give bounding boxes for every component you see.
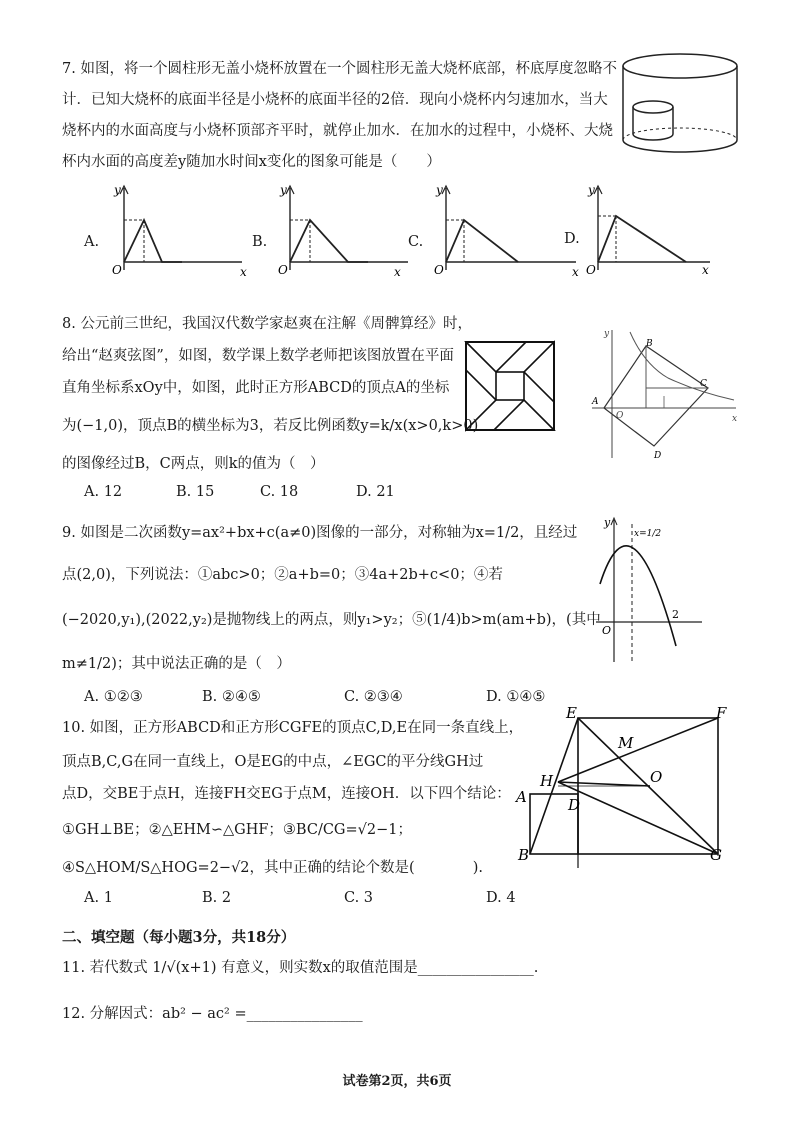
q11-text: 11. 若代数式 1/√(x+1) 有意义，则实数x的取值范围是________________. bbox=[62, 960, 539, 976]
q7-line-2: 计．已知大烧杯的底面半径是小烧杯的底面半径的2倍．现向小烧杯内匀速加水，当大 bbox=[62, 92, 608, 108]
q9-parabola-figure bbox=[594, 514, 706, 666]
q9-axis-equation: x=1/2 bbox=[634, 529, 662, 539]
q8-x-label: x bbox=[732, 414, 738, 424]
q10-option-a[interactable]: A. 1 bbox=[84, 890, 113, 906]
q9-root-label: 2 bbox=[672, 608, 679, 621]
q7-a-ylabel: y bbox=[114, 183, 121, 197]
q8-line-5: 的图像经过B，C两点，则k的值为（ ） bbox=[62, 456, 325, 472]
zhao-shuang-diagram bbox=[460, 336, 560, 436]
q7-d-xlabel: x bbox=[702, 263, 709, 277]
q10-option-c[interactable]: C. 3 bbox=[344, 890, 374, 906]
q9-line-4: m≠1/2)；其中说法正确的是（ ） bbox=[62, 656, 291, 672]
q10-squares-figure bbox=[510, 706, 738, 868]
q9-line-3: (−2020,y₁),(2022,y₂)是抛物线上的两点，则y₁>y₂；⑤(1/4)b>m(am+b)，(其中 bbox=[62, 612, 601, 628]
q7-graph-d bbox=[584, 182, 734, 282]
q9-option-a[interactable]: A. ①②③ bbox=[84, 689, 143, 705]
q8-y-label: y bbox=[604, 329, 610, 339]
q8-option-b[interactable]: B. 15 bbox=[176, 484, 215, 500]
q7-line-3: 烧杯内的水面高度与小烧杯顶部齐平时，就停止加水．在加水的过程中，小烧杯、大烧 bbox=[62, 123, 613, 139]
q8-line-4: 为(−1,0)，顶点B的横坐标为3，若反比例函数y=k/x(x>0,k>0) bbox=[62, 418, 479, 434]
q8-line-1: 8. 公元前三世纪，我国汉代数学家赵爽在注解《周髀算经》时， bbox=[62, 316, 472, 332]
q8-point-d: D bbox=[654, 451, 662, 461]
q9-line-1: 9. 如图是二次函数y=ax²+bx+c(a≠0)图像的一部分，对称轴为x=1/2，且经过 bbox=[62, 525, 578, 541]
q10-line-3: 点D，交BE于点H，连接FH交EG于点M，连接OH．以下四个结论： bbox=[62, 786, 511, 802]
q10-point-g: G bbox=[710, 846, 722, 864]
q8-point-a: A bbox=[592, 397, 599, 407]
q9-y-label: y bbox=[604, 516, 611, 529]
beaker-figure bbox=[615, 50, 745, 162]
q7-graph-c bbox=[426, 182, 586, 282]
q10-point-m: M bbox=[618, 734, 634, 752]
q9-option-d[interactable]: D. ①④⑤ bbox=[486, 689, 546, 705]
q8-coordinate-figure bbox=[588, 326, 740, 462]
q10-point-h: H bbox=[540, 772, 554, 790]
q7-option-a-label: A. bbox=[84, 234, 100, 250]
page-footer: 试卷第2页，共6页 bbox=[342, 1074, 452, 1089]
q10-line-1: 10. 如图，正方形ABCD和正方形CGFE的顶点C,D,E在同一条直线上， bbox=[62, 720, 524, 736]
q10-point-f: F bbox=[716, 706, 727, 722]
q8-line-3: 直角坐标系xOy中，如图，此时正方形ABCD的顶点A的坐标 bbox=[62, 380, 450, 396]
q8-point-c: C bbox=[700, 379, 707, 389]
q8-point-b: B bbox=[646, 339, 653, 349]
q10-point-e: E bbox=[566, 706, 577, 722]
q7-c-origin: O bbox=[434, 263, 444, 277]
q7-c-ylabel: y bbox=[436, 183, 443, 197]
q8-option-a[interactable]: A. 12 bbox=[84, 484, 123, 500]
q7-line-1: 7. 如图，将一个圆柱形无盖小烧杯放置在一个圆柱形无盖大烧杯底部，杯底厚度忽略不 bbox=[62, 61, 617, 77]
q10-point-a: A bbox=[516, 788, 527, 806]
q7-graph-a bbox=[104, 182, 254, 282]
q7-graph-b bbox=[272, 182, 422, 282]
q9-origin: O bbox=[602, 624, 612, 637]
q8-line-2: 给出“赵爽弦图”，如图，数学课上数学老师把该图放置在平面 bbox=[62, 348, 454, 364]
q9-line-2: 点(2,0)，下列说法：①abc>0；②a+b=0；③4a+2b+c<0；④若 bbox=[62, 567, 503, 583]
q8-option-c[interactable]: C. 18 bbox=[260, 484, 299, 500]
q7-b-origin: O bbox=[278, 263, 288, 277]
section-2-title: 二、填空题（每小题3分，共18分） bbox=[62, 929, 296, 946]
q10-line-5: ④S△HOM/S△HOG=2−√2，其中正确的结论个数是( ). bbox=[62, 860, 483, 876]
q7-c-xlabel: x bbox=[572, 265, 579, 279]
q8-origin-label: O bbox=[616, 411, 624, 421]
q7-option-b-label: B. bbox=[252, 234, 268, 250]
q10-option-d[interactable]: D. 4 bbox=[486, 890, 516, 906]
q8-option-d[interactable]: D. 21 bbox=[356, 484, 395, 500]
q12-text: 12. 分解因式：ab² − ac² =________________ bbox=[62, 1006, 363, 1022]
q7-d-origin: O bbox=[586, 263, 596, 277]
q7-d-ylabel: y bbox=[588, 183, 595, 197]
q7-b-xlabel: x bbox=[394, 265, 401, 279]
q7-a-xlabel: x bbox=[240, 265, 247, 279]
q10-point-b: B bbox=[518, 846, 530, 864]
q9-option-b[interactable]: B. ②④⑤ bbox=[202, 689, 261, 705]
q7-line-4: 杯内水面的高度差y随加水时间x变化的图象可能是（ ） bbox=[62, 154, 441, 170]
q10-line-2: 顶点B,C,G在同一直线上，O是EG的中点，∠EGC的平分线GH过 bbox=[62, 754, 484, 770]
q7-a-origin: O bbox=[112, 263, 122, 277]
q10-point-d: D bbox=[568, 796, 581, 814]
q7-option-d-label: D. bbox=[564, 231, 580, 247]
q10-line-4: ①GH⊥BE；②△EHM∽△GHF；③BC/CG=√2−1； bbox=[62, 822, 412, 838]
q7-option-c-label: C. bbox=[408, 234, 424, 250]
q7-b-ylabel: y bbox=[280, 183, 287, 197]
q10-point-o: O bbox=[650, 768, 663, 786]
q9-option-c[interactable]: C. ②③④ bbox=[344, 689, 403, 705]
q10-option-b[interactable]: B. 2 bbox=[202, 890, 232, 906]
